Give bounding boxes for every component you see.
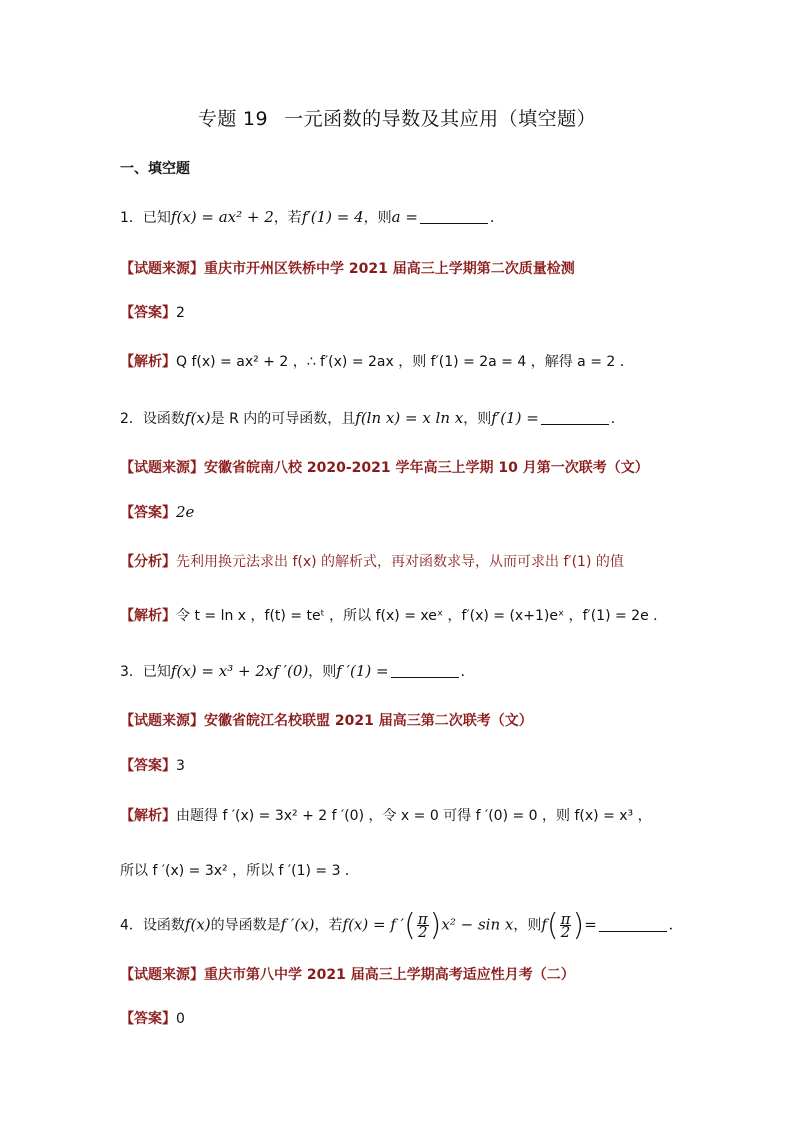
q-text: 是 R 内的可导函数，且: [210, 411, 356, 427]
q-text: ，则: [363, 210, 392, 226]
formula: f(x) = ax² + 2: [170, 208, 274, 226]
section-heading: 一、填空题: [120, 161, 190, 177]
formula: f(ln x) = x ln x: [355, 409, 464, 427]
source-text: 重庆市开州区铁桥中学 2021 届高三上学期第二次质量检测: [204, 261, 575, 277]
frac-numerator: π: [417, 910, 428, 928]
q-text: 设函数: [142, 917, 185, 934]
answer-label: 【答案】: [120, 1011, 176, 1027]
q-text: ．: [610, 411, 625, 427]
source-label: 【试题来源】: [120, 713, 204, 729]
problem-1-answer: [120, 302, 185, 322]
source-text: 安徽省皖南八校 2020-2021 学年高三上学期 10 月第一次联考（文）: [204, 460, 649, 476]
q-text: 的导函数是: [210, 917, 281, 934]
solution-label: 【解析】: [120, 354, 176, 370]
formula: f ′(1) =: [336, 662, 389, 680]
q-text: ，若: [273, 210, 302, 226]
source-label: 【试题来源】: [120, 460, 204, 476]
title-text: 一元函数的导数及其应用（填空题）: [284, 108, 597, 130]
problem-4-source: [120, 964, 575, 984]
answer-value: 0: [176, 1011, 185, 1027]
problem-3-source: [120, 710, 533, 730]
solution-text: 令 t = ln x ，f(t) = teᵗ ，所以 f(x) = xeˣ ，f′(x) = (x+1)eˣ ，f′(1) = 2e ．: [176, 608, 668, 624]
answer-blank: [391, 663, 459, 678]
q-text: ，则: [513, 917, 542, 934]
formula: f(x) = f ′: [342, 915, 405, 934]
problem-1-solution: [120, 351, 634, 371]
analysis-label: 【分析】: [120, 554, 176, 570]
problem-number: 3．: [120, 664, 143, 680]
formula: x² − sin x: [441, 915, 514, 934]
problem-2-solution: [120, 605, 667, 625]
problem-number: 2．: [120, 411, 143, 427]
q-text: ，若: [314, 917, 343, 934]
problem-3-answer: [120, 755, 185, 775]
solution-label: 【解析】: [120, 608, 176, 624]
formula: f: [541, 915, 547, 934]
answer-label: 【答案】: [120, 305, 176, 321]
formula: f(x) = x³ + 2xf ′(0): [170, 662, 309, 680]
analysis-text: 先利用换元法求出 f(x) 的解析式，再对函数求导，从而可求出 f′(1) 的值: [176, 554, 624, 570]
formula: f′(1) = 4: [301, 208, 364, 226]
fraction-pi-over-2: [417, 910, 429, 941]
problem-4-answer: [120, 1008, 185, 1028]
frac-denominator: 2: [560, 923, 571, 941]
page-title: [0, 104, 794, 131]
answer-blank: [541, 410, 609, 425]
frac-denominator: 2: [417, 923, 428, 941]
solution-label: 【解析】: [120, 808, 176, 824]
q-text: ．: [668, 917, 683, 934]
formula: f′(1) =: [491, 409, 539, 427]
problem-3-solution-cont: [120, 860, 359, 880]
q-text: ．: [489, 210, 504, 226]
formula: a =: [391, 208, 418, 226]
answer-label: 【答案】: [120, 758, 176, 774]
answer-value: 2: [176, 305, 185, 321]
q-text: 已知: [142, 210, 171, 226]
problem-1-source: [120, 258, 575, 278]
answer-blank: [599, 917, 667, 932]
source-text: 安徽省皖江名校联盟 2021 届高三第二次联考（文）: [204, 713, 533, 729]
q-text: ，则: [308, 664, 337, 680]
q-text: ．: [460, 664, 475, 680]
q-text: 已知: [142, 664, 171, 680]
formula: f(x): [184, 915, 211, 934]
formula: f(x): [184, 409, 211, 427]
problem-1-question: [120, 207, 504, 227]
q-text: ，则: [463, 411, 492, 427]
problem-2-answer: [120, 502, 194, 522]
q-text: 设函数: [142, 411, 185, 427]
problem-number: 1．: [120, 210, 143, 226]
problem-3-question: [120, 661, 475, 681]
solution-text: 所以 f ′(x) = 3x² ，所以 f ′(1) = 3 ．: [120, 863, 359, 879]
fraction-pi-over-2: [560, 910, 572, 941]
formula: f ′(x): [280, 915, 315, 934]
problem-2-source: [120, 457, 649, 477]
problem-2-question: [120, 408, 625, 428]
problem-3-solution: [120, 805, 652, 825]
source-label: 【试题来源】: [120, 967, 204, 983]
problem-2-analysis: [120, 551, 624, 571]
frac-numerator: π: [560, 910, 571, 928]
solution-text: 由题得 f ′(x) = 3x² + 2 f ′(0) ，令 x = 0 可得 f ′(0) = 0 ，则 f(x) = x³ ，: [176, 808, 652, 824]
title-prefix: 专题: [197, 108, 237, 130]
source-label: 【试题来源】: [120, 261, 204, 277]
answer-label: 【答案】: [120, 505, 176, 521]
solution-text: Q f(x) = ax² + 2 ，∴ f′(x) = 2ax ，则 f′(1) = 2a = 4 ，解得 a = 2 ．: [176, 354, 634, 370]
source-text: 重庆市第八中学 2021 届高三上学期高考适应性月考（二）: [204, 967, 575, 983]
answer-value: 2e: [176, 503, 195, 521]
answer-blank: [420, 209, 488, 224]
answer-value: 3: [176, 758, 185, 774]
problem-number: 4．: [120, 917, 143, 934]
title-number: 19: [242, 108, 269, 130]
problem-4-question: 4．设函数f(x)的导函数是f ′(x)，若f(x) = f ′( $\frac{\pi}{2}$ )x² − sin x，则f( $\frac{\pi}{2}$ )= ．: [120, 908, 683, 943]
